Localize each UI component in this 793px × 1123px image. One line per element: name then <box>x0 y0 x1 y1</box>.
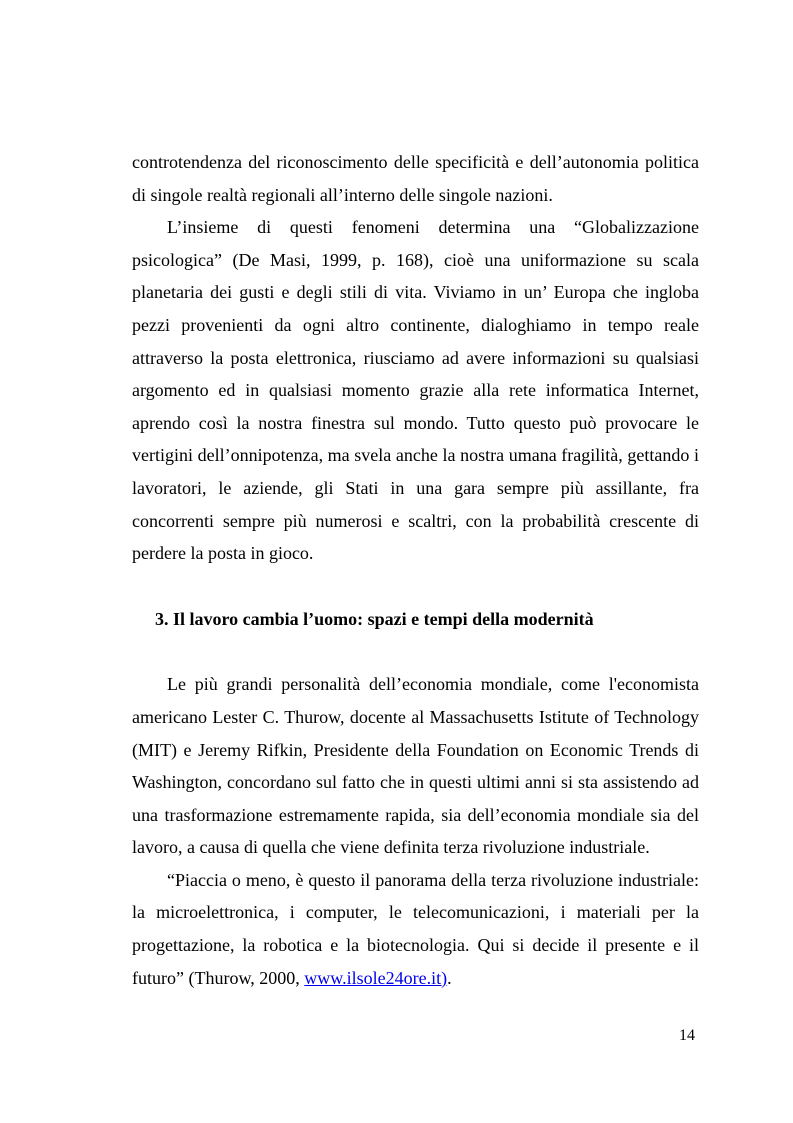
paragraph-economia-mondiale: Le più grandi personalità dell’economia mondiale, come l'economista americano Lester C. Thurow, docente al Massachusetts Istitute of Technology (MIT) e Jeremy Rifkin, Presidente della Foundation on Economic Trends di Washington, concordano sul fatto che in questi ultimi anni si sta assistendo ad una trasformazione estremamente rapida, sia dell’economia mondiale sia del lavoro, a causa di quella che viene definita terza rivoluzione industriale. <box>132 674 699 858</box>
quote-text: “Piaccia o meno, è questo il panorama della terza rivoluzione industriale: la microelettronica, i computer, le telecomunicazioni, i materiali per la progettazione, la robotica e la biotecnologia. Qui si decide il presente e il futuro” (Thurow, 2000, <box>132 869 699 988</box>
paragraph-continuation: controtendenza del riconoscimento delle specificità e dell’autonomia politica di singole realtà regionali all’interno delle singole nazioni. <box>132 152 699 205</box>
quote-tail: . <box>447 967 452 988</box>
paragraph-globalizzazione: L’insieme di questi fenomeni determina una “Globalizzazione psicologica” (De Masi, 1999, p. 168), cioè una uniformazione su scala planetaria dei gusti e degli stili di vita. Viviamo in un’ Europa che ingloba pezzi provenienti da ogni altro continente, dialoghiamo in tempo reale attraverso la posta elettronica, riusciamo ad avere informazioni su qualsiasi argomento ed in qualsiasi momento grazie alla rete informatica Internet, aprendo così la nostra finestra sul mondo. Tutto questo può provocare le vertigini dell’onnipotenza, ma svela anche la nostra umana fragilità, gettando i lavoratori, le aziende, gli Stati in una gara sempre più assillante, fra concorrenti sempre più numerosi e scaltri, con la probabilità crescente di perdere la posta in gioco. <box>132 217 699 564</box>
paragraph-quote <box>132 864 699 994</box>
section-heading: 3. Il lavoro cambia l’uomo: spazi e tempi della modernità <box>155 608 594 629</box>
page-body <box>132 146 699 994</box>
page-number: 14 <box>679 1027 695 1044</box>
ilsole24ore-link[interactable]: www.ilsole24ore.it) <box>304 967 448 988</box>
